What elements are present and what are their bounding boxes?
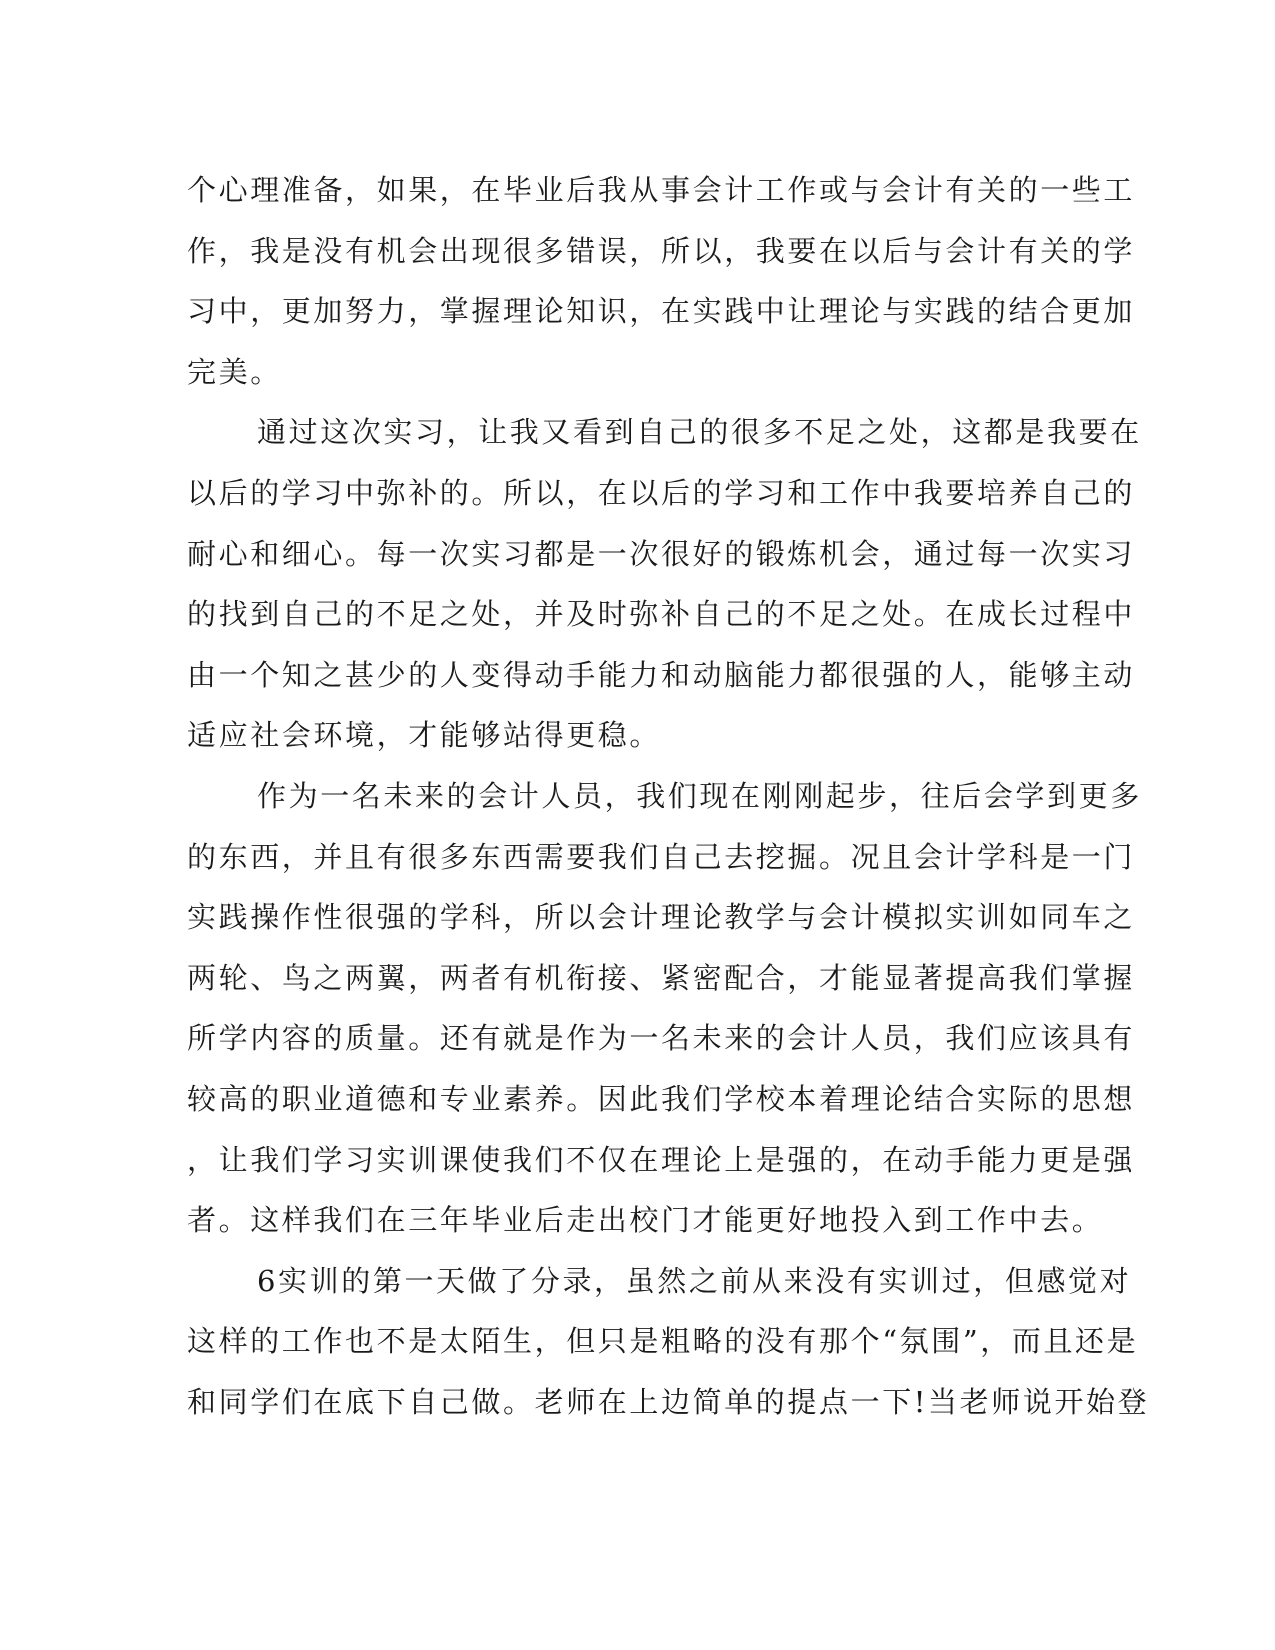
- paragraph-line: 耐心和细心。每一次实习都是一次很好的锻炼机会，通过每一次实习: [187, 536, 1136, 571]
- paragraph-line: 者。这样我们在三年毕业后走出校门才能更好地投入到工作中去。: [187, 1203, 1104, 1238]
- paragraph-line: 作为一名未来的会计人员，我们现在刚刚起步，往后会学到更多: [257, 778, 1142, 813]
- paragraph-2: [187, 402, 1142, 766]
- paragraph-line: 实践操作性很强的学科，所以会计理论教学与会计模拟实训如同车之: [187, 900, 1136, 935]
- paragraph-1: [187, 160, 1136, 402]
- document-body: [187, 160, 1150, 1432]
- paragraph-line: 完美。: [187, 354, 282, 389]
- paragraph-line: 和同学们在底下自己做。老师在上边简单的提点一下!当老师说开始登: [187, 1384, 1150, 1419]
- paragraph-line: ，让我们学习实训课使我们不仅在理论上是强的，在动手能力更是强: [187, 1142, 1136, 1177]
- paragraph-line: 两轮、鸟之两翼，两者有机衔接、紧密配合，才能显著提高我们掌握: [187, 960, 1136, 995]
- paragraph-3: [187, 766, 1142, 1251]
- paragraph-line: 较高的职业道德和专业素养。因此我们学校本着理论结合实际的思想: [187, 1081, 1136, 1116]
- paragraph-line: 由一个知之甚少的人变得动手能力和动脑能力都很强的人，能够主动: [187, 657, 1136, 692]
- paragraph-line: 个心理准备，如果，在毕业后我从事会计工作或与会计有关的一些工: [187, 173, 1136, 207]
- paragraph-line: 的找到自己的不足之处，并及时弥补自己的不足之处。在成长过程中: [187, 597, 1136, 632]
- paragraph-line: 所学内容的质量。还有就是作为一名未来的会计人员，我们应该具有: [187, 1021, 1136, 1056]
- paragraph-line: 习中，更加努力，掌握理论知识，在实践中让理论与实践的结合更加: [187, 294, 1136, 329]
- paragraph-line: 通过这次实习，让我又看到自己的很多不足之处，这都是我要在: [257, 415, 1142, 450]
- paragraph-line: 这样的工作也不是太陌生，但只是粗略的没有那个“氛围”，而且还是: [187, 1324, 1139, 1359]
- paragraph-line: 作，我是没有机会出现很多错误，所以，我要在以后与会计有关的学: [187, 233, 1136, 268]
- paragraph-line: 6实训的第一天做了分录，虽然之前从来没有实训过，但感觉对: [257, 1263, 1132, 1298]
- paragraph-line: 的东西，并且有很多东西需要我们自己去挖掘。况且会计学科是一门: [187, 839, 1136, 874]
- paragraph-line: 以后的学习中弥补的。所以，在以后的学习和工作中我要培养自己的: [187, 475, 1136, 510]
- paragraph-4: [187, 1251, 1150, 1433]
- paragraph-line: 适应社会环境，才能够站得更稳。: [187, 718, 662, 753]
